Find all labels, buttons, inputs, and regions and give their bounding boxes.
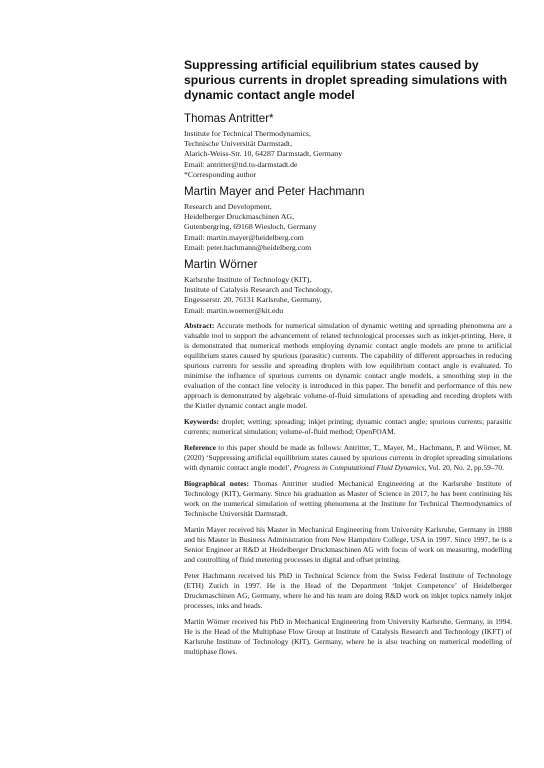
bio-text: Thomas Antritter studied Mechanical Engineering at the Karlsruhe Institute of Technology (KIT), Germany. Since his graduation as Master of Science in 2017, he has been continuing his work on the numerical simulation of wetting phenomena at the Institute for Technical Thermodynamics of Technische Universität Darmstadt. [184,478,512,518]
journal-name: Progress in Computational Fluid Dynamics [293,462,425,472]
reference-text: to this paper should be made as follows: Antritter, T., Mayer, M., Hachmann, P. and Wörner, M. (2020) ‘Suppressing artificial equilibrium states caused by spurious currents in droplet spreading simulations with dynamic contact angle model’, [184,442,513,472]
author-affiliation-2 [184,202,512,253]
author-email: Email: martin.woerner@kit.edu [184,305,284,315]
author-affiliation-1 [184,129,512,180]
reference-volume: , Vol. 20, No. 2, pp.59–70. [424,462,504,472]
bio-paragraph: Martin Wörner received his PhD in Mechanical Engineering from University Karlsruhe, Germany, in 1994. He is the Head of the Multiphase Flow Group at Institute of Catalysis Research and Technology (IKFT) of Karlsruhe Institute of Technology (KIT), Germany, where he is also teaching on numerical modelling of multiphase flows. [184,616,512,656]
affiliation-line: Engesserstr. 20, 76131 Karlsruhe, Germany, [184,295,322,305]
author-email: Email: antritter@ttd.tu-darmstadt.de [184,159,298,169]
keywords-text: droplet; wetting; spreading; inkjet printing; dynamic contact angle; spurious currents; parasitic currents; numerical simulation; volume-of-fluid method; OpenFOAM. [184,416,513,436]
author-email: Email: martin.mayer@heidelberg.com [184,232,304,242]
affiliation-line: Gutenbergring, 69168 Wiesloch, Germany [184,222,317,232]
keywords [184,417,512,437]
author-name-3: Martin Wörner [184,258,258,272]
paper-title: Suppressing artificial equilibrium states caused by spurious currents in droplet spreading simulations with dynamic contact angle model [184,58,508,102]
keywords-label: Keywords: [184,416,219,426]
affiliation-line: Institute for Technical Thermodynamics, [184,129,311,138]
affiliation-line: Alarich-Weiss-Str. 10, 64287 Darmstadt, Germany [184,149,343,159]
abstract-text: Accurate methods for numerical simulation of dynamic wetting and spreading phenomena are a valuable tool to support the advancement of related technological processes such as inkjet-printing. Here, it is demonstrated that numerical methods employing dynamic contact angle models are prone to artificial equilibrium states caused by spurious (parasitic) currents. The capability of different approaches in reducing spurious currents for sessile and spreading droplets with low equilibrium contact angle is evaluated. To minimise the influence of spurious currents on dynamic contact angle models, a smoothing step in the evaluation of the contact line velocity is introduced in this paper. The benefit and performance of this new approach is demonstrated by algebraic volume-of-fluid simulations of spreading and receding droplets with the Kistler dynamic contact angle model. [184,320,512,410]
bio-paragraph: Martin Mayer received his Master in Mechanical Engineering from University Karlsruhe, Germany in 1988 and his Master in Business Administration from New Hampshire College, USA in 1997. Since 1997, he is a Senior Engineer at R&D at Heidelberger Druckmaschinen AG with focus of work on measuring, modelling and controlling of fluid metering processes in digital and offset printing. [184,524,512,564]
reference [184,443,512,473]
author-email: Email: peter.hachmann@heidelberg.com [184,242,312,252]
affiliation-line: Research and Development, [184,202,272,212]
abstract [184,321,512,411]
abstract-label: Abstract: [184,320,215,330]
bio-paragraph: Peter Hachmann received his PhD in Technical Science from the Swiss Federal Institute of Technology (ETH) Zurich in 1997. He is the Head of the Department ‘Inkjet Competence’ of Heidelberger Druckmaschinen AG, Germany, where he and his team are doing R&D work on inkjet topics namely inkjet processes, inks and heads. [184,570,512,610]
biographical-notes [184,479,512,519]
affiliation-line: Karlsruhe Institute of Technology (KIT), [184,275,312,285]
affiliation-line: Technische Universität Darmstadt, [184,139,292,149]
bio-label: Biographical notes: [184,478,249,488]
author-name-2: Martin Mayer and Peter Hachmann [184,185,365,199]
paper-front-matter [184,58,512,663]
author-affiliation-3 [184,275,512,316]
corresponding-author-note: *Corresponding author [184,169,257,179]
affiliation-line: Heidelberger Druckmaschinen AG, [184,212,295,222]
affiliation-line: Institute of Catalysis Research and Technology, [184,285,333,295]
reference-label: Reference [184,442,216,452]
author-name-1: Thomas Antritter* [184,112,274,125]
